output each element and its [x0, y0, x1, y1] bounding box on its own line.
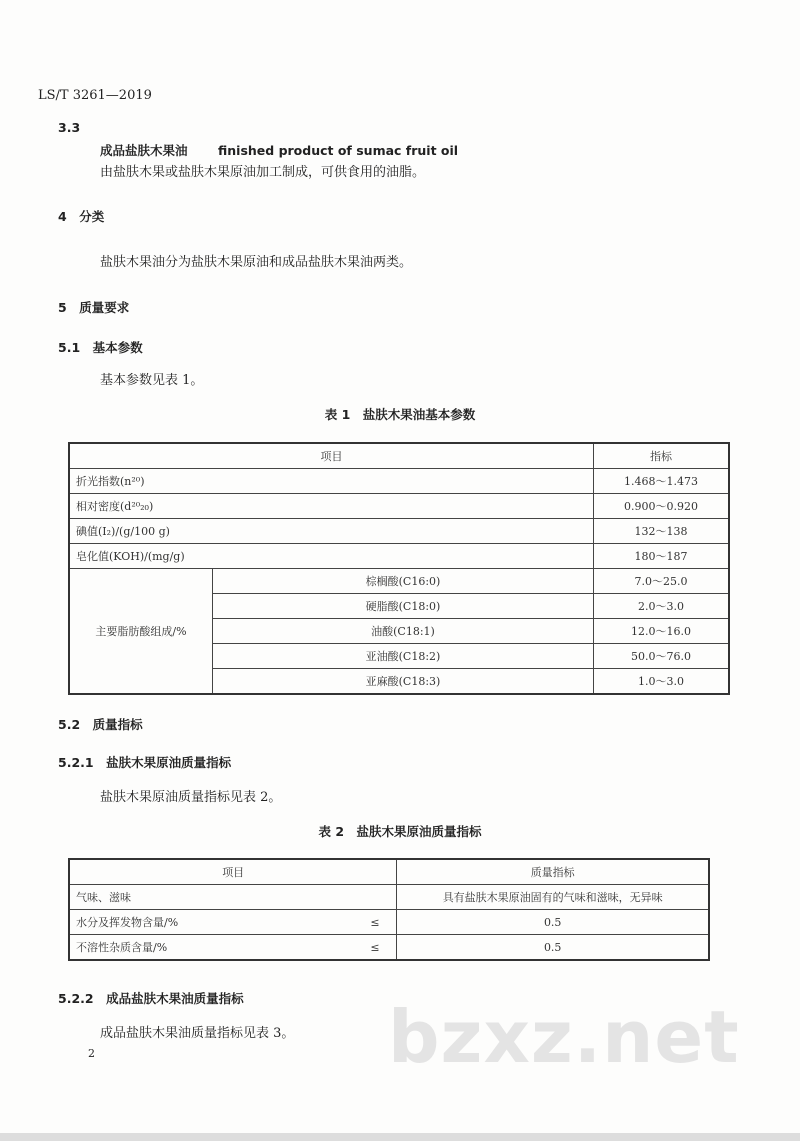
- fatty-acid-group-label: 主要脂肪酸组成/%: [69, 569, 213, 695]
- watermark: bzxz.net: [388, 995, 740, 1079]
- section-5-2-2-heading: 5.2.2 成品盐肤木果油质量指标: [58, 991, 244, 1006]
- table-cell: 1.468～1.473: [594, 469, 730, 494]
- table-cell: 相对密度(d²⁰₂₀): [69, 494, 594, 519]
- table-2-header-value: 质量指标: [397, 859, 709, 885]
- table-cell: 1.0～3.0: [594, 669, 730, 695]
- table-cell: 0.5: [397, 935, 709, 961]
- table-1-title: 表 1 盐肤木果油基本参数: [324, 407, 476, 422]
- table-cell: 50.0～76.0: [594, 644, 730, 669]
- table-cell: [364, 885, 397, 910]
- table-cell: 皂化值(KOH)/(mg/g): [69, 544, 594, 569]
- section-5-2-1-heading: 5.2.1 盐肤木果原油质量指标: [58, 755, 232, 770]
- page-number: 2: [88, 1047, 95, 1060]
- term-english: finished product of sumac fruit oil: [218, 143, 459, 158]
- clause-3-3-number: 3.3: [58, 120, 81, 135]
- section-4-heading: 4 分类: [58, 209, 105, 224]
- table-2-header-item: 项目: [69, 859, 397, 885]
- table-cell: 180～187: [594, 544, 730, 569]
- table-cell: 硬脂酸(C18:0): [213, 594, 594, 619]
- section-5-1-text: 基本参数见表 1。: [100, 373, 204, 388]
- table-cell: ≤: [364, 935, 397, 961]
- table-cell: ≤: [364, 910, 397, 935]
- table-cell: 0.900～0.920: [594, 494, 730, 519]
- table-cell: 132～138: [594, 519, 730, 544]
- page-edge: [0, 1133, 800, 1141]
- table-cell: 12.0～16.0: [594, 619, 730, 644]
- table-cell: 具有盐肤木果原油固有的气味和滋味，无异味: [397, 885, 709, 910]
- section-5-1-heading: 5.1 基本参数: [58, 340, 143, 355]
- table-cell: 气味、滋味: [69, 885, 364, 910]
- term-chinese: 成品盐肤木果油: [100, 143, 188, 158]
- table-cell: 亚油酸(C18:2): [213, 644, 594, 669]
- table-2-title: 表 2 盐肤木果原油质量指标: [318, 824, 482, 839]
- table-cell: 2.0～3.0: [594, 594, 730, 619]
- table-cell: 碘值(I₂)/(g/100 g): [69, 519, 594, 544]
- section-5-2-1-text: 盐肤木果原油质量指标见表 2。: [100, 790, 282, 805]
- table-1-header-item: 项目: [69, 443, 594, 469]
- table-cell: 不溶性杂质含量/%: [69, 935, 364, 961]
- table-1: [68, 442, 730, 695]
- section-5-heading: 5 质量要求: [58, 300, 130, 315]
- table-cell: 亚麻酸(C18:3): [213, 669, 594, 695]
- table-cell: 棕榈酸(C16:0): [213, 569, 594, 594]
- table-2: [68, 858, 710, 961]
- section-5-2-heading: 5.2 质量指标: [58, 717, 143, 732]
- table-cell: 0.5: [397, 910, 709, 935]
- term-definition: 由盐肤木果或盐肤木果原油加工制成，可供食用的油脂。: [100, 165, 426, 180]
- standard-number: LS/T 3261—2019: [38, 88, 152, 103]
- section-5-2-2-text: 成品盐肤木果油质量指标见表 3。: [100, 1026, 295, 1041]
- section-4-text: 盐肤木果油分为盐肤木果原油和成品盐肤木果油两类。: [100, 255, 413, 270]
- table-cell: 油酸(C18:1): [213, 619, 594, 644]
- table-cell: 7.0～25.0: [594, 569, 730, 594]
- table-1-header-value: 指标: [594, 443, 730, 469]
- table-cell: 水分及挥发物含量/%: [69, 910, 364, 935]
- table-cell: 折光指数(n²⁰): [69, 469, 594, 494]
